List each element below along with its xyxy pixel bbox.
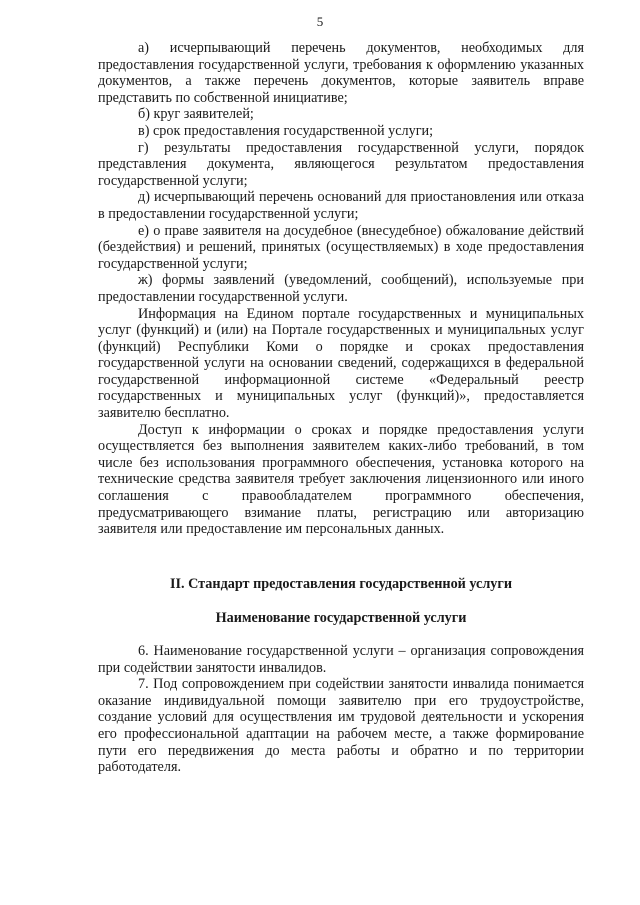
paragraph-e: е) о праве заявителя на досудебное (внесудебное) обжалование действий (бездействия) и решений, принятых (осуществляемых) в ходе предоставления государственной услуги; <box>98 222 584 272</box>
paragraph-g: г) результаты предоставления государственной услуги, порядок представления документа, являющегося результатом предоставления государственной услуги; <box>98 139 584 189</box>
paragraph-a: а) исчерпывающий перечень документов, необходимых для предоставления государственной услуги, требования к оформлению указанных документов, а также перечень документов, которые заявитель вправе представить по собственной инициативе; <box>98 40 584 106</box>
paragraph-v: в) срок предоставления государственной услуги; <box>138 122 434 139</box>
paragraph-zh: ж) формы заявлений (уведомлений, сообщений), используемые при предоставлении государственной услуги. <box>98 272 584 305</box>
document-body <box>98 40 584 776</box>
paragraph-d: д) исчерпывающий перечень оснований для приостановления или отказа в предоставлении государственной услуги; <box>98 189 584 222</box>
paragraph-b: б) круг заявителей; <box>138 106 254 123</box>
section-heading: II. Стандарт предоставления государственной услуги <box>169 575 513 592</box>
page-number: 5 <box>316 14 324 29</box>
paragraph-7: 7. Под сопровождением при содействии занятости инвалида понимается оказание индивидуальной помощи заявителю при его трудоустройстве, создание условий для осуществления им трудовой деятельности и ускорения его профессиональной адаптации на рабочем месте, а также формирование пути его передвижения до места работы и обратно и по территории работодателя. <box>98 676 584 776</box>
paragraph-access-info: Доступ к информации о сроках и порядке предоставления услуги осуществляется без выполнения заявителем каких-либо требований, в том числе без использования программного обеспечения, установка которого на технические средства заявителя требует заключения лицензионного или иного соглашения с правообладателем программного обеспечения, предусматривающего взимание платы, регистрацию или авторизацию заявителя или предоставление им персональных данных. <box>98 421 584 538</box>
paragraph-6: 6. Наименование государственной услуги – организация сопровождения при содействии занятости инвалидов. <box>98 643 584 676</box>
sub-heading: Наименование государственной услуги <box>215 610 467 627</box>
paragraph-portal-info: Информация на Едином портале государственных и муниципальных услуг (функций) и (или) на Портале государственных и муниципальных услуг (функций) Республики Коми о порядке и сроках предоставления государственной услуги на основании сведений, содержащихся в федеральной государственной информационной системе «Федеральный реестр государственных и муниципальных услуг (функций)», предоставляется заявителю бесплатно. <box>98 305 584 422</box>
